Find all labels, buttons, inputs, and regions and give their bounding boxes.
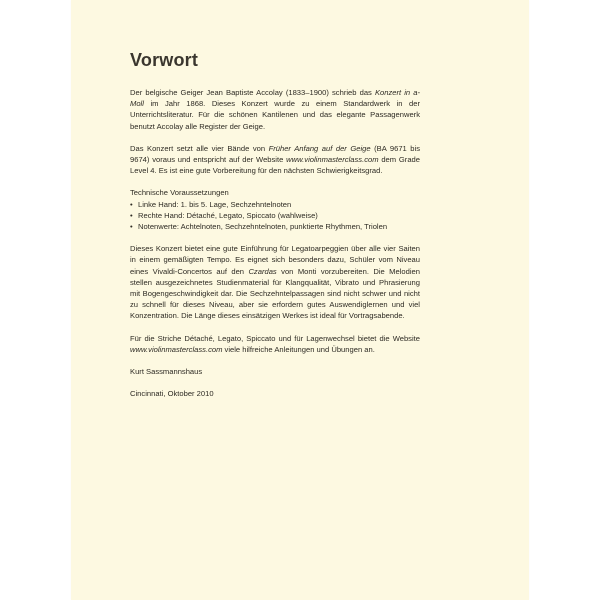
website-url: www.violinmasterclass.com (130, 344, 223, 354)
paragraph-description (130, 243, 420, 321)
text-run: dem Grade Level 4. Es ist eine gute Vorbereitung für den nächsten Schwierigkeitsgrad. (130, 155, 420, 176)
work-title: Konzert in a-Moll (130, 88, 420, 109)
list-item-text: Linke Hand: 1. bis 5. Lage, Sechzehntelnoten (138, 199, 292, 209)
page-title: Vorwort (130, 50, 199, 70)
text-run: Für die Striche Détaché, Legato, Spiccato und für Lagenwechsel bietet die Website (130, 333, 420, 343)
text-run: Das Konzert setzt alle vier Bände von (130, 143, 269, 153)
text-run: (BA 9671 bis 9674) voraus und entspricht auf der Website (130, 143, 420, 165)
author-name: Kurt Sassmannshaus (130, 367, 203, 377)
list-item (130, 199, 420, 210)
text-run: von Monti vorzubereiten. Die Melodien stellen ausgezeichnetes Studienmaterial für Klangqualität, Vibrato und Phrasierung mit Bogengeschwindigkeit dar. Die Sechzehntelpassagen sind nicht schwer und nicht zu schnell für dieses Niveau, aber sie erfordern gutes Auswendiglernen und viel Konzentration. Die Länge dieses einsätzigen Werkes ist ideal für Vortragsabende. (130, 266, 420, 321)
page-content (130, 50, 420, 399)
bullet-icon: • (130, 210, 133, 220)
text-run: Der belgische Geiger Jean Baptiste Accolay (1833–1900) schrieb das (130, 88, 375, 97)
work-title: Czardas (248, 266, 277, 276)
place-date: Cincinnati, Oktober 2010 (130, 389, 214, 399)
paragraph-website (130, 333, 420, 355)
paragraph-intro (130, 87, 420, 132)
book-page (71, 0, 529, 600)
website-url: www.violinmasterclass.com (286, 155, 379, 165)
list-item (130, 221, 420, 232)
list-item-text: Notenwerte: Achtelnoten, Sechzehntelnoten, punktierte Rhythmen, Triolen (138, 222, 388, 232)
paragraph-prerequisites (130, 143, 420, 177)
text-run: viele hilfreiche Anleitungen und Übungen an. (222, 344, 375, 354)
text-run: im Jahr 1868. Dieses Konzert wurde zu einem Standardwerk in der Unterrichtsliteratur. Für die schönen Kantilenen und das elegante Passagenwerk benutzt Accolay alle Register der Geige. (130, 99, 420, 131)
list-item-text: Rechte Hand: Détaché, Legato, Spiccato (wahlweise) (138, 210, 318, 220)
book-title: Früher Anfang auf der Geige (268, 143, 371, 153)
bullet-icon: • (130, 199, 133, 209)
bullet-icon: • (130, 222, 133, 232)
list-item (130, 210, 420, 221)
tech-heading: Technische Voraussetzungen (130, 188, 229, 198)
text-run: Dieses Konzert bietet eine gute Einführung für Legatoarpeggien über alle vier Saiten in einem gemäßigten Tempo. Es eignet sich besonders dazu, Schüler vom Niveau eines Vivaldi-Concertos auf den (130, 244, 420, 276)
